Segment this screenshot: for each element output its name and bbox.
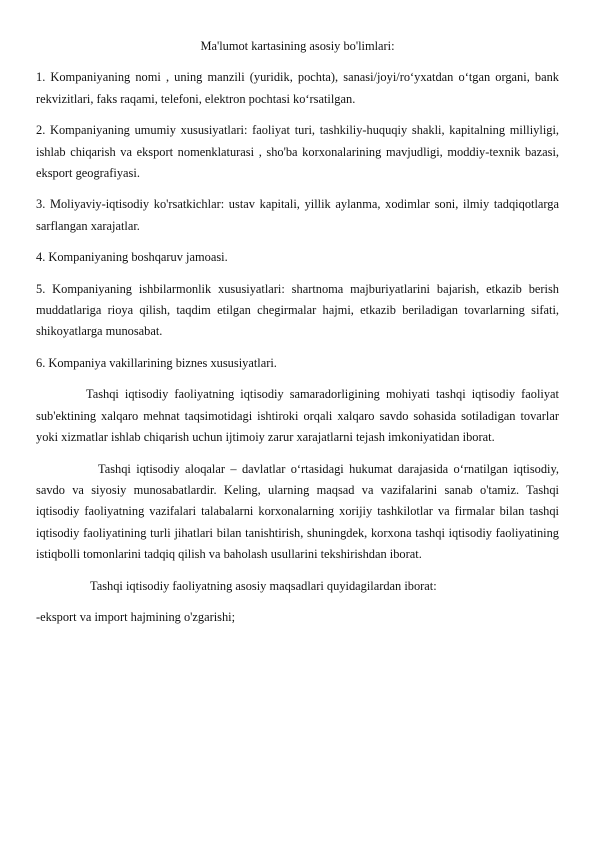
body-paragraph-3: Tashqi iqtisodiy faoliyatning asosiy maqsadlari quyidagilardan iborat: bbox=[90, 578, 437, 593]
document-page bbox=[36, 36, 559, 638]
bullet-item-1: -eksport va import hajmining o'zgarishi; bbox=[36, 609, 236, 624]
list-item-1: 1. Kompaniyaning nomi , uning manzili (yuridik, pochta), sanasi/joyi/ro‘yxatdan o‘tgan organi, bank rekvizitlari, faks raqami, telefoni, elektron pochtasi ko‘rsatilgan. bbox=[36, 70, 559, 106]
list-item-3: 3. Moliyaviy-iqtisodiy ko'rsatkichlar: ustav kapitali, yillik aylanma, xodimlar soni, ilmiy tadqiqotlarga sarflangan xarajatlar. bbox=[36, 197, 559, 233]
list-item-5: 5. Kompaniyaning ishbilarmonlik xususiyatlari: shartnoma majburiyatlarini bajarish, etkazib berish muddatlariga rioya qilish, taqdim etilgan chegirmalar hajmi, etkazib beriladigan tovarlarning sifati, shikoyatlarga munosabat. bbox=[36, 281, 559, 339]
list-item-6: 6. Kompaniya vakillarining biznes xususiyatlari. bbox=[36, 355, 277, 370]
list-item-2: 2. Kompaniyaning umumiy xususiyatlari: faoliyat turi, tashkiliy-huquqiy shakli, kapitalning milliyligi, ishlab chiqarish va eksport nomenklaturasi , sho'ba korxonalarining mavjudligi, moddiy-texnik bazasi, eksport geografiyasi. bbox=[36, 123, 559, 181]
section-title: Ma'lumot kartasining asosiy bo'limlari: bbox=[200, 39, 395, 53]
body-paragraph-1: Tashqi iqtisodiy faoliyatning iqtisodiy samaradorligining mohiyati tashqi iqtisodiy faoliyat sub'ektining xalqaro mehnat taqsimotidagi ishtiroki orqali xalqaro savdo sohasida sotiladigan tovarlar yoki xizmatlar ishlab chiqarish uchun ijtimoiy zarur xarajatlarni tejash imkoniyatidan iborat. bbox=[36, 387, 559, 445]
body-paragraph-2: Tashqi iqtisodiy aloqalar – davlatlar o‘rtasidagi hukumat darajasida o‘rnatilgan iqtisodiy, savdo va siyosiy munosabatlardir. Keling, ularning maqsad va vazifalarini sanab o'tamiz. Tashqi iqtisodiy faoliyatning vazifalari talabalarni korxonalarning xorijiy tashkilotlar va firmalar bilan tashqi iqtisodiy faoliyatining turli jihatlari bilan tanishtirish, shuningdek, korxona tashqi iqtisodiy faoliyatining istiqbolli tomonlarini tadqiq qilish va baholash usullarini tekshirishdan iborat. bbox=[36, 461, 559, 562]
list-item-4: 4. Kompaniyaning boshqaruv jamoasi. bbox=[36, 250, 228, 265]
